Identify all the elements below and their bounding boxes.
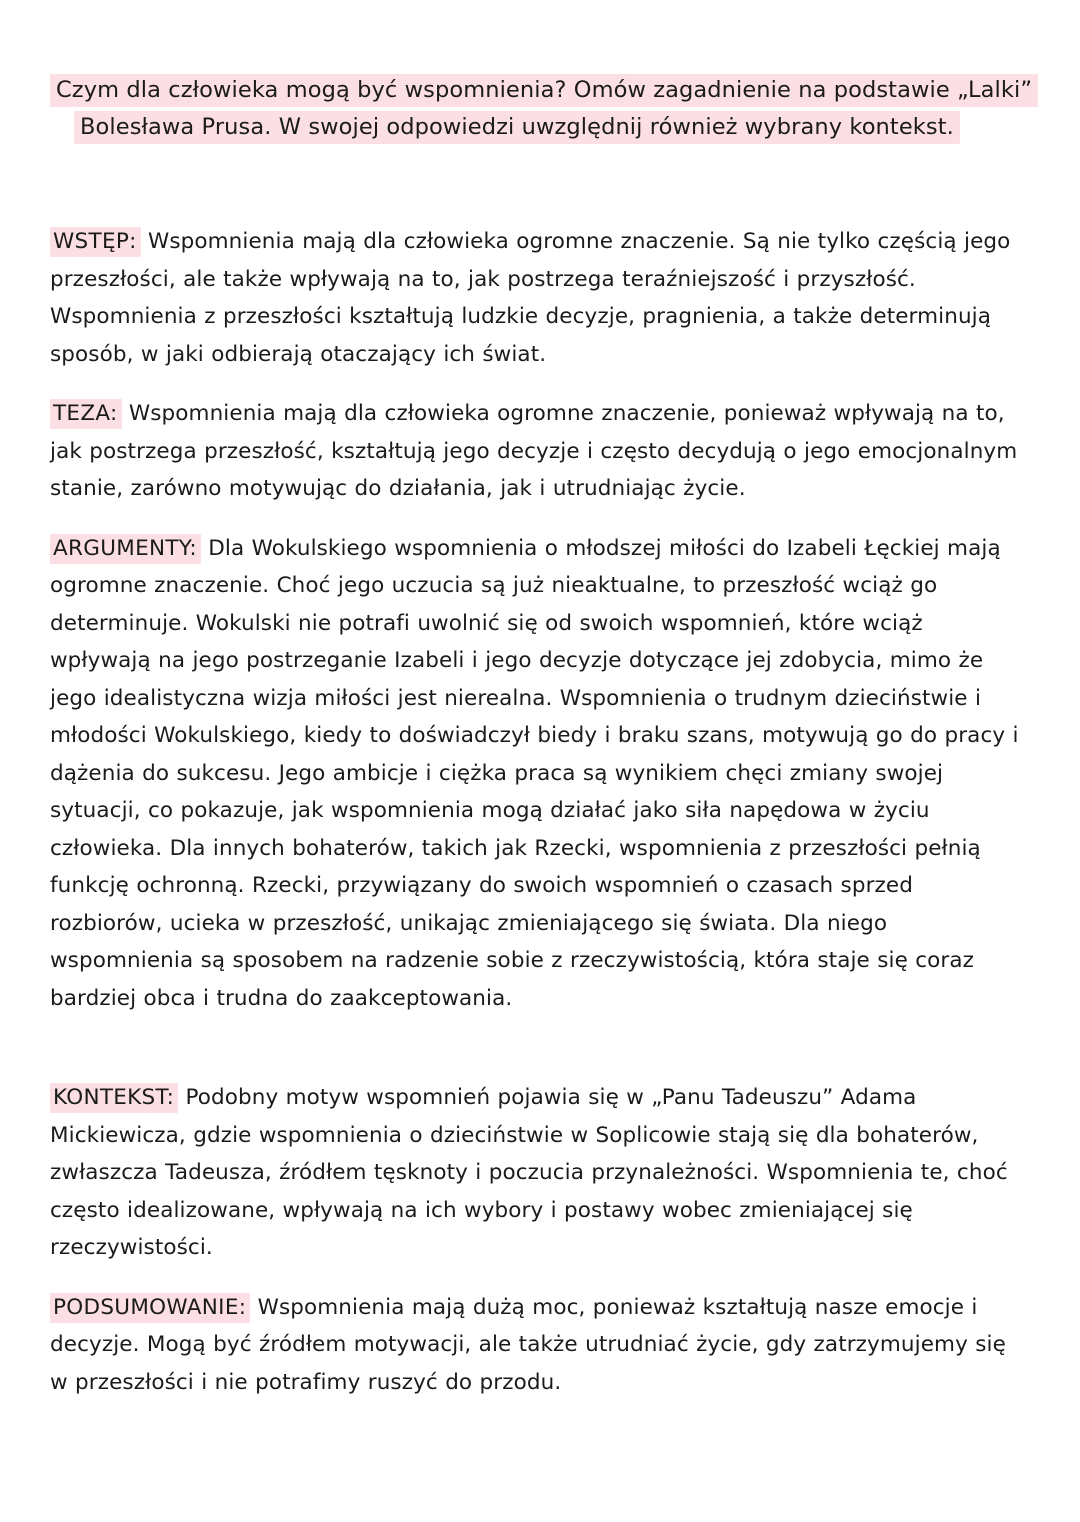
section-argumenty-paragraph [50,530,1030,1018]
section-kontekst-paragraph [50,1079,1030,1267]
section-wstep [50,223,1030,373]
section-teza [50,395,1030,508]
section-teza-body: Wspomnienia mają dla człowieka ogromne znaczenie, ponieważ wpływają na to, jak postrzega przeszłość, kształtują jego decyzje i często decydują o jego emocjonalnym stanie, zarówno motywując do działania, jak i utrudniając życie. [50,401,1018,501]
section-argumenty [50,530,1030,1018]
section-argumenty-body: Dla Wokulskiego wspomnienia o młodszej miłości do Izabeli Łęckiej mają ogromne znaczenie. Choć jego uczucia są już nieaktualne, to przeszłość wciąż go determinuje. Wokulski nie potrafi uwolnić się od swoich wspomnień, które wciąż wpływają na jego postrzeganie Izabeli i jego decyzje dotyczące jej zdobycia, mimo że jego idealistyczna wizja miłości jest nierealna. Wspomnienia o trudnym dzieciństwie i młodości Wokulskiego, kiedy to doświadczył biedy i braku szans, motywują go do pracy i dążenia do sukcesu. Jego ambicje i ciężka praca są wynikiem chęci zmiany swojej sytuacji, co pokazuje, jak wspomnienia mogą działać jako siła napędowa w życiu człowieka. Dla innych bohaterów, takich jak Rzecki, wspomnienia z przeszłości pełnią funkcję ochronną. Rzecki, przywiązany do swoich wspomnień o czasach sprzed rozbiorów, ucieka w przeszłość, unikając zmieniającego się świata. Dla niego wspomnienia są sposobem na radzenie sobie z rzeczywistością, która staje się coraz bardziej obca i trudna do zaakceptowania. [50,535,1019,1011]
section-kontekst-body: Podobny motyw wspomnień pojawia się w „Panu Tadeuszu” Adama Mickiewicza, gdzie wspomnienia o dzieciństwie w Soplicowie stają się dla bohaterów, zwłaszcza Tadeusza, źródłem tęsknoty i poczucia przynależności. Wspomnienia te, choć często idealizowane, wpływają na ich wybory i postawy wobec zmieniającej się rzeczywistości. [50,1085,1008,1260]
essay-prompt-line-1-highlight: Czym dla człowieka mogą być wspomnienia? Omów zagadnienie na podstawie „Lalki” [50,74,1038,107]
section-podsumowanie [50,1289,1030,1402]
essay-prompt-line-2 [74,109,1030,145]
essay-prompt [50,72,1033,145]
section-argumenty-label: ARGUMENTY: [50,534,201,564]
section-podsumowanie-body: Wspomnienia mają dużą moc, ponieważ kształtują nasze emocje i decyzje. Mogą być źródłem motywacji, ale także utrudniać życie, gdy zatrzymujemy się w przeszłości i nie potrafimy ruszyć do przodu. [50,1294,1006,1395]
section-wstep-paragraph [50,223,1030,373]
section-wstep-body: Wspomnienia mają dla człowieka ogromne znaczenie. Są nie tylko częścią jego przeszłości, ale także wpływają na to, jak postrzega teraźniejszość i przyszłość. Wspomnienia z przeszłości kształtują ludzkie decyzje, pragnienia, a także determinują sposób, w jaki odbierają otaczający ich świat. [50,229,1011,367]
section-teza-label: TEZA: [50,399,122,429]
essay-prompt-line-1 [50,72,1033,108]
essay-prompt-line-2-highlight: Bolesława Prusa. W swojej odpowiedzi uwzględnij również wybrany kontekst. [74,111,960,144]
section-teza-paragraph [50,395,1030,508]
section-kontekst-label: KONTEKST: [50,1083,178,1113]
section-podsumowanie-label: PODSUMOWANIE: [50,1293,250,1323]
title-spacer [50,149,1030,223]
section-kontekst [50,1079,1030,1267]
section-podsumowanie-paragraph [50,1289,1030,1402]
section-wstep-label: WSTĘP: [50,227,141,257]
